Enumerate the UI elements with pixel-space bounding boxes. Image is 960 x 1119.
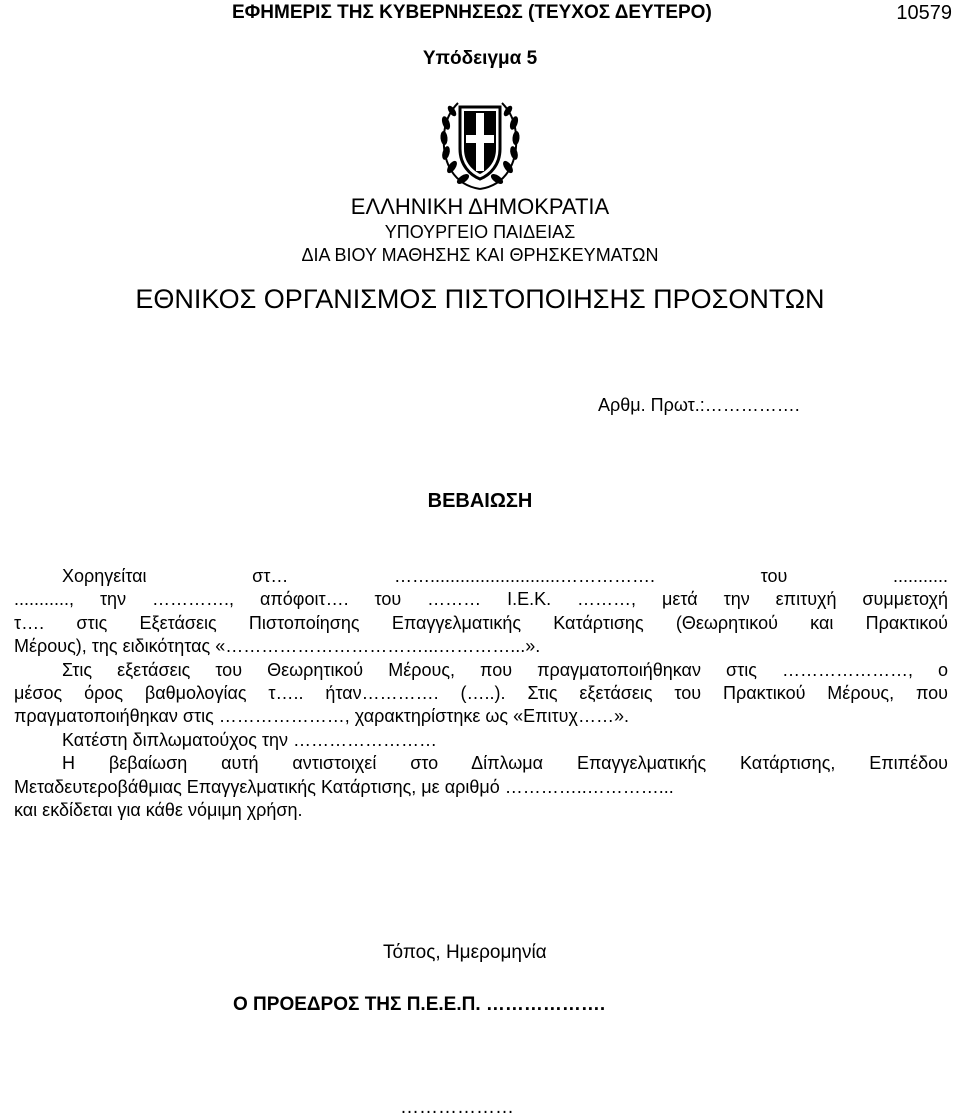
certificate-title: ΒΕΒΑΙΩΣΗ: [427, 490, 533, 512]
body-line: Χορηγείται στ… ……..........................……………. του ...........: [62, 566, 948, 586]
body-line: τ…. στις Εξετάσεις Πιστοποίησης Επαγγελματικής Κατάρτισης (Θεωρητικού και Πρακτικού: [14, 612, 948, 633]
signature-line: ………………: [400, 1097, 514, 1118]
body-line: και εκδίδεται για κάθε νόμιμη χρήση.: [14, 799, 303, 820]
place-date: Τόπος, Ημερομηνία: [383, 942, 547, 963]
body-line: ..........., την …………., απόφοιτ…. του ……… Ι.Ε.Κ. ………, μετά την επιτυχή συμμετοχή: [14, 589, 948, 610]
body-line: Η βεβαίωση αυτή αντιστοιχεί στο Δίπλωμα Επαγγελματικής Κατάρτισης, Επιπέδου: [62, 753, 948, 774]
body-line: Κατέστη διπλωματούχος την ……………………: [62, 729, 438, 750]
organization-name: ΕΘΝΙΚΟΣ ΟΡΓΑΝΙΣΜΟΣ ΠΙΣΤΟΠΟΙΗΣΗΣ ΠΡΟΣΟΝΤΩΝ: [135, 284, 825, 314]
gazette-header-title: ΕΦΗΜΕΡΙΣ ΤΗΣ ΚΥΒΕΡΝΗΣΕΩΣ (ΤΕΥΧΟΣ ΔΕΥΤΕΡΟ): [232, 2, 712, 23]
republic-name: ΕΛΛΗΝΙΚΗ ΔΗΜΟΚΡΑΤΙΑ: [350, 194, 610, 219]
page-number: 10579: [896, 2, 952, 24]
certificate-body: [14, 565, 948, 822]
greek-coat-of-arms-icon: [436, 93, 524, 195]
body-line: Μέρους), της ειδικότητας «……………………………...…………...».: [14, 636, 541, 657]
body-line: μέσος όρος βαθμολογίας τ….. ήταν…………. (…..). Στις εξετάσεις του Πρακτικού Μέρους, που: [14, 682, 948, 703]
ministry-name: ΥΠΟΥΡΓΕΙΟ ΠΑΙΔΕΙΑΣ: [384, 222, 576, 242]
protocol-number: Αρθμ. Πρωτ.:…………….: [598, 395, 800, 415]
president-title: Ο ΠΡΟΕΔΡΟΣ ΤΗΣ Π.Ε.Ε.Π. ……………….: [233, 994, 606, 1015]
sample-label: Υπόδειγμα 5: [422, 48, 538, 69]
body-line: πραγματοποιήθηκαν στις …………………, χαρακτηρίστηκε ως «Επιτυχ……».: [14, 706, 629, 727]
body-line: Στις εξετάσεις του Θεωρητικού Μέρους, που πραγματοποιήθηκαν στις …………………, ο: [62, 659, 948, 680]
body-line: Μεταδευτεροβάθμιας Επαγγελματικής Κατάρτισης, με αριθμό …………..…………...: [14, 776, 674, 797]
department-name: ΔΙΑ ΒΙΟΥ ΜΑΘΗΣΗΣ ΚΑΙ ΘΡΗΣΚΕΥΜΑΤΩΝ: [301, 245, 659, 265]
